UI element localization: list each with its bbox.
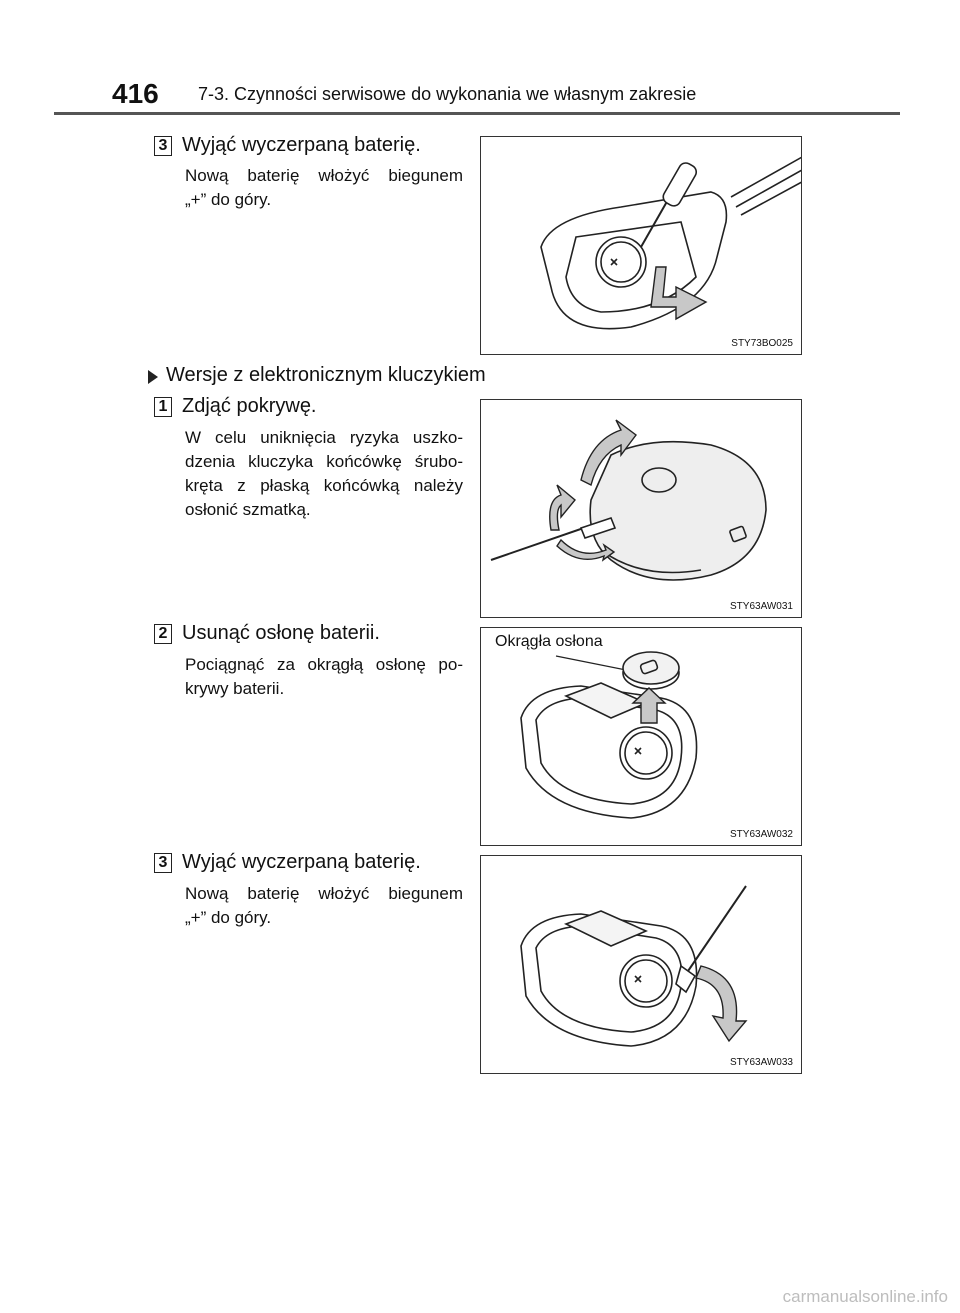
page-number: 416 [112,78,159,109]
text-line: dzenia kluczyka końcówkę śrubo- [185,452,463,471]
step-title: Wyjąć wyczerpaną baterię. [182,851,421,873]
step-number-badge: 1 [154,397,172,417]
step-number-badge: 3 [154,853,172,873]
figure-battery-removal [480,855,802,1074]
key-cover-illustration [481,400,801,617]
text-line: krywy baterii. [185,679,285,698]
text-line: kręta z płaską końcówką należy [185,476,463,495]
step-title: Wyjąć wyczerpaną baterię. [182,134,421,156]
figure-key-battery-removal [480,136,802,355]
chapter-title: 7-3. Czynności serwisowe do wykonania we własnym zakresie [198,84,697,104]
figure-code: STY63AW031 [730,601,793,612]
text-line: Pociągnąć za okrągłą osłonę po- [185,655,463,674]
callout-label: Okrągła osłona [495,633,603,650]
header-divider [54,112,900,115]
section-bullet-icon [148,370,158,384]
text-line: Nową baterię włożyć biegunem [185,884,463,903]
text-line: „+” do góry. [185,908,272,927]
figure-cover-removal [480,399,802,618]
battery-removal-illustration [481,856,801,1073]
battery-cover-illustration [481,628,801,845]
step-instructions [185,882,463,930]
text-line: Nową baterię włożyć biegunem [185,166,463,185]
text-line: „+” do góry. [185,190,272,209]
figure-code: STY63AW033 [730,1057,793,1068]
figure-code: STY73BO025 [731,338,793,349]
step-instructions [185,653,463,701]
text-line: W celu uniknięcia ryzyka uszko- [185,428,463,447]
step-title: Usunąć osłonę baterii. [182,622,380,644]
step-instructions [185,426,463,522]
figure-battery-cover-removal [480,627,802,846]
step-number-badge: 3 [154,136,172,156]
step-title: Zdjąć pokrywę. [182,395,317,417]
step-instructions [185,164,463,212]
figure-code: STY63AW032 [730,829,793,840]
section-heading: Wersje z elektronicznym kluczykiem [166,364,486,386]
key-illustration [481,137,801,354]
text-line: osłonić szmatką. [185,500,311,519]
step-number-badge: 2 [154,624,172,644]
watermark-link[interactable]: carmanualsonline.info [782,1287,948,1306]
